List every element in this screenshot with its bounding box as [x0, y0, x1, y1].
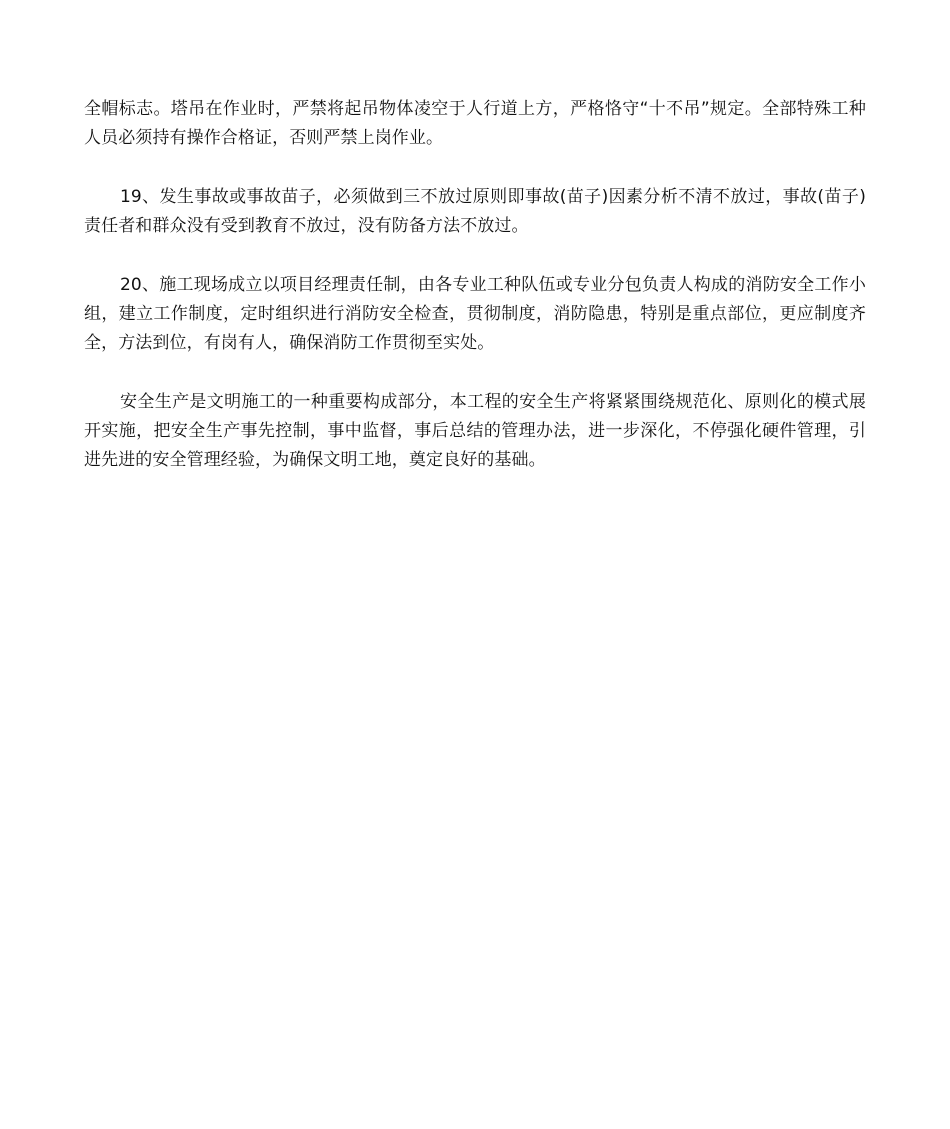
paragraph-continuation: 全帽标志。塔吊在作业时，严禁将起吊物体凌空于人行道上方，严格恪守“十不吊”规定。全部特殊工种人员必须持有操作合格证，否则严禁上岗作业。 — [84, 99, 866, 148]
document-body — [84, 95, 866, 475]
paragraph-item-20: 20、施工现场成立以项目经理责任制，由各专业工种队伍或专业分包负责人构成的消防安全工作小组，建立工作制度，定时组织进行消防安全检查，贯彻制度，消防隐患，特别是重点部位，更应制度齐全，方法到位，有岗有人，确保消防工作贯彻至实处。 — [84, 275, 866, 353]
paragraph-item-19: 19、发生事故或事故苗子，必须做到三不放过原则即事故(苗子)因素分析不清不放过，事故(苗子)责任者和群众没有受到教育不放过，没有防备方法不放过。 — [84, 187, 866, 236]
paragraph-summary: 安全生产是文明施工的一种重要构成部分，本工程的安全生产将紧紧围绕规范化、原则化的模式展开实施，把安全生产事先控制，事中监督，事后总结的管理办法，进一步深化，不停强化硬件管理，引进先进的安全管理经验，为确保文明工地，奠定良好的基础。 — [84, 392, 866, 470]
